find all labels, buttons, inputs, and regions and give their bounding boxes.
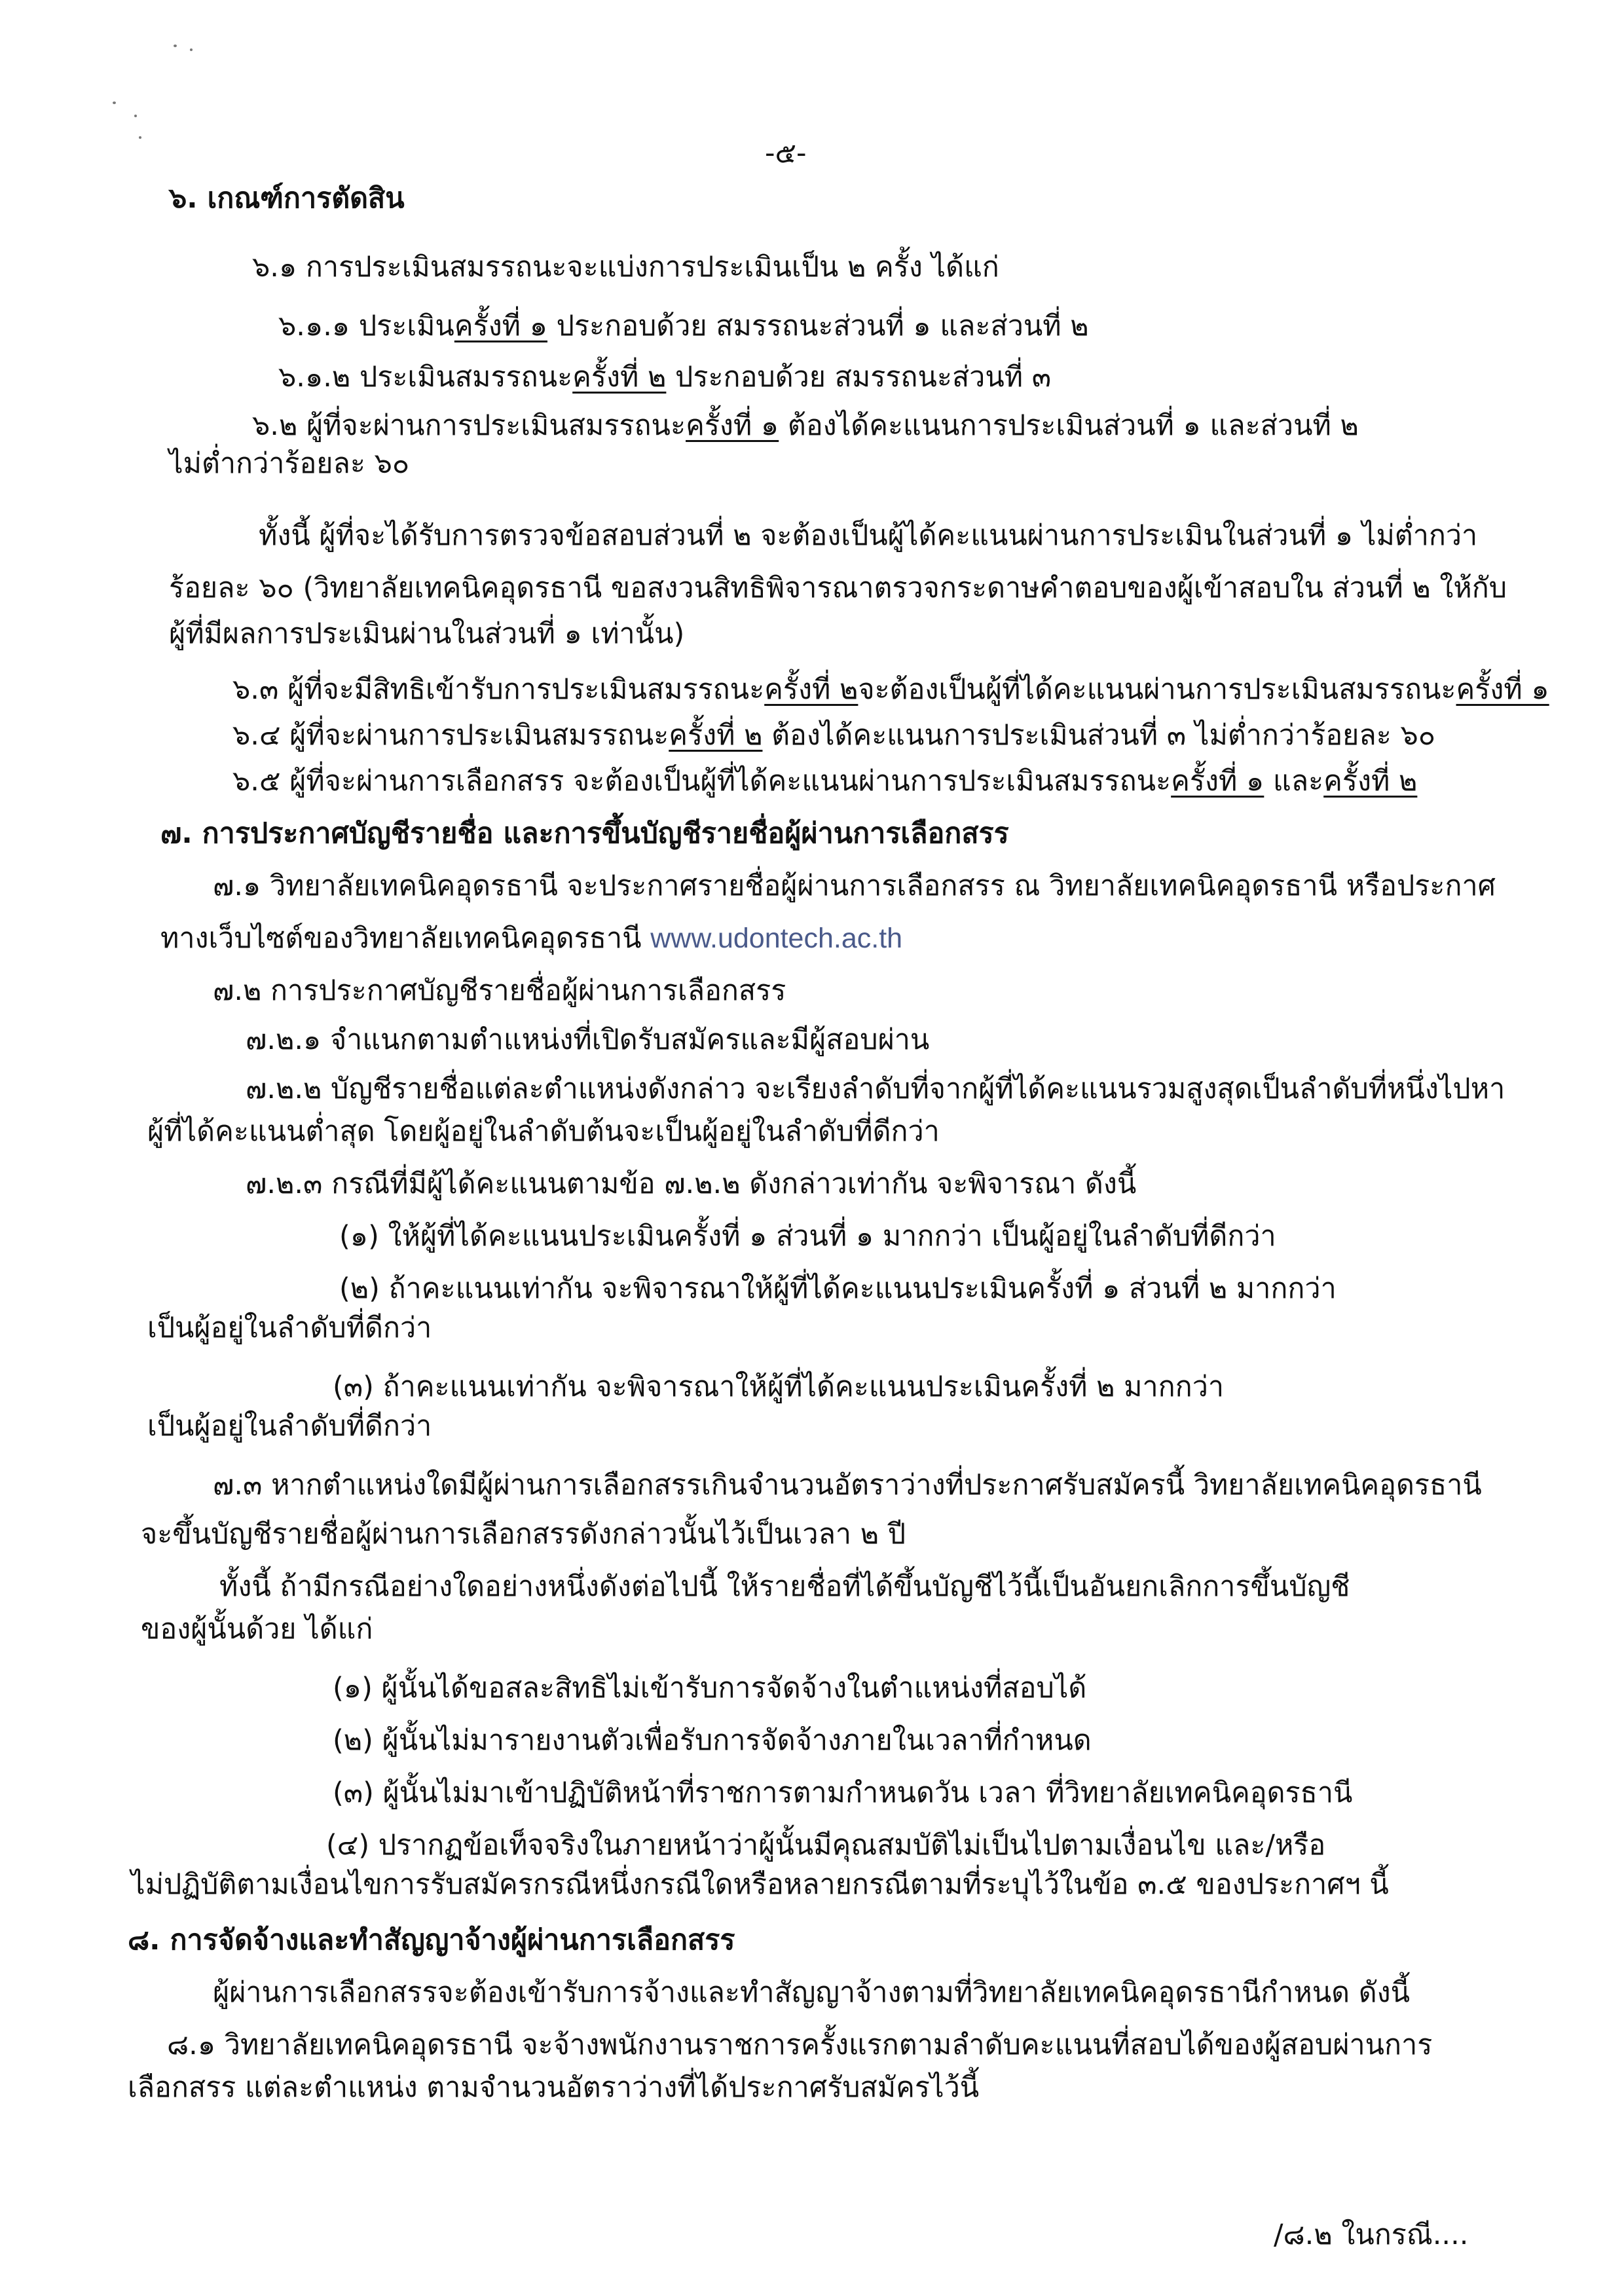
s7-line-18: (๒) ผู้นั้นไม่มารายงานตัวเพื่อรับการจัดจ้างภายในเวลาที่กำหนด bbox=[333, 1724, 1092, 1757]
s7-line-8: (๑) ให้ผู้ที่ได้คะแนนประเมินครั้งที่ ๑ ส่วนที่ ๑ มากกว่า เป็นผู้อยู่ในลำดับที่ดีกว่า bbox=[339, 1220, 1276, 1253]
s6-line-2: ๖.๑.๑ ประเมินครั้งที่ ๑ ประกอบด้วย สมรรถนะส่วนที่ ๑ และส่วนที่ ๒ bbox=[278, 310, 1089, 342]
s7-line-5: ๗.๒.๒ บัญชีรายชื่อแต่ละตำแหน่งดังกล่าว จะเรียงลำดับที่จากผู้ที่ได้คะแนนรวมสูงสุดเป็นลำดับที่หนึ่งไปหา bbox=[246, 1073, 1505, 1105]
s8-line-1: ผู้ผ่านการเลือกสรรจะต้องเข้ารับการจ้างและทำสัญญาจ้างตามที่วิทยาลัยเทคนิคอุดรธานีกำหนด ดังนี้ bbox=[213, 1976, 1411, 2009]
continuation-note: /๘.๒ ในกรณี.... bbox=[1274, 2219, 1469, 2251]
s6-paragraph-line-3: ผู้ที่มีผลการประเมินผ่านในส่วนที่ ๑ เท่านั้น) bbox=[169, 617, 685, 650]
s7-line-13: ๗.๓ หากตำแหน่งใดมีผู้ผ่านการเลือกสรรเกินจำนวนอัตราว่างที่ประกาศรับสมัครนี้ วิทยาลัยเทคนิคอุดรธานี bbox=[213, 1469, 1482, 1501]
s7-line-2: ทางเว็บไซต์ของวิทยาลัยเทคนิคอุดรธานี www.udontech.ac.th bbox=[160, 922, 903, 955]
scan-speck bbox=[139, 136, 141, 139]
s7-line-14: จะขึ้นบัญชีรายชื่อผู้ผ่านการเลือกสรรดังกล่าวนั้นไว้เป็นเวลา ๒ ปี bbox=[141, 1518, 906, 1551]
s7-line-6: ผู้ที่ได้คะแนนต่ำสุด โดยผู้อยู่ในลำดับต้นจะเป็นผู้อยู่ในลำดับที่ดีกว่า bbox=[147, 1115, 940, 1148]
scan-speck bbox=[174, 45, 177, 47]
scan-speck bbox=[113, 101, 116, 104]
s6-line-1: ๖.๑ การประเมินสมรรถนะจะแบ่งการประเมินเป็น ๒ ครั้ง ได้แก่ bbox=[252, 251, 999, 284]
section-7-heading: ๗. การประกาศบัญชีรายชื่อ และการขึ้นบัญชีรายชื่อผู้ผ่านการเลือกสรร bbox=[160, 817, 1009, 850]
s8-line-3: เลือกสรร แต่ละตำแหน่ง ตามจำนวนอัตราว่างที่ได้ประกาศรับสมัครไว้นี้ bbox=[128, 2071, 980, 2104]
s6-paragraph-line-1: ทั้งนี้ ผู้ที่จะได้รับการตรวจข้อสอบส่วนที่ ๒ จะต้องเป็นผู้ได้คะแนนผ่านการประเมินในส่วนที่ ๑ ไม่ต่ำกว่า bbox=[259, 519, 1478, 552]
s7-line-3: ๗.๒ การประกาศบัญชีรายชื่อผู้ผ่านการเลือกสรร bbox=[213, 974, 786, 1007]
s7-line-21: ไม่ปฏิบัติตามเงื่อนไขการรับสมัครกรณีหนึ่งกรณีใดหรือหลายกรณีตามที่ระบุไว้ในข้อ ๓.๕ ของประกาศฯ นี้ bbox=[131, 1868, 1389, 1901]
s7-line-16: ของผู้นั้นด้วย ได้แก่ bbox=[141, 1613, 373, 1646]
s6-paragraph-line-2: ร้อยละ ๖๐ (วิทยาลัยเทคนิคอุดรธานี ขอสงวนสิทธิพิจารณาตรวจกระดาษคำตอบของผู้เข้าสอบใน ส่วนที่ ๒ ให้กับ bbox=[169, 572, 1507, 604]
s7-line-9: (๒) ถ้าคะแนนเท่ากัน จะพิจารณาให้ผู้ที่ได้คะแนนประเมินครั้งที่ ๑ ส่วนที่ ๒ มากกว่า bbox=[339, 1272, 1337, 1305]
s7-line-20: (๔) ปรากฏข้อเท็จจริงในภายหน้าว่าผู้นั้นมีคุณสมบัติไม่เป็นไปตามเงื่อนไข และ/หรือ bbox=[326, 1829, 1326, 1862]
s6-line-7: ๖.๔ ผู้ที่จะผ่านการประเมินสมรรถนะครั้งที่ ๒ ต้องได้คะแนนการประเมินส่วนที่ ๓ ไม่ต่ำกว่าร้อยละ ๖๐ bbox=[232, 719, 1435, 752]
website-link[interactable]: www.udontech.ac.th bbox=[650, 923, 903, 954]
page-number: -๕- bbox=[765, 137, 807, 170]
s7-line-12: เป็นผู้อยู่ในลำดับที่ดีกว่า bbox=[147, 1410, 432, 1443]
s7-line-1: ๗.๑ วิทยาลัยเทคนิคอุดรธานี จะประกาศรายชื่อผู้ผ่านการเลือกสรร ณ วิทยาลัยเทคนิคอุดรธานี หรือประกาศ bbox=[213, 870, 1496, 902]
s6-line-8: ๖.๕ ผู้ที่จะผ่านการเลือกสรร จะต้องเป็นผู้ที่ได้คะแนนผ่านการประเมินสมรรถนะครั้งที่ ๑ และครั้งที่ ๒ bbox=[232, 765, 1418, 798]
s7-line-11: (๓) ถ้าคะแนนเท่ากัน จะพิจารณาให้ผู้ที่ได้คะแนนประเมินครั้งที่ ๒ มากกว่า bbox=[333, 1371, 1225, 1403]
s7-line-19: (๓) ผู้นั้นไม่มาเข้าปฏิบัติหน้าที่ราชการตามกำหนดวัน เวลา ที่วิทยาลัยเทคนิคอุดรธานี bbox=[333, 1777, 1353, 1809]
s8-line-2: ๘.๑ วิทยาลัยเทคนิคอุดรธานี จะจ้างพนักงานราชการครั้งแรกตามลำดับคะแนนที่สอบได้ของผู้สอบผ่านการ bbox=[167, 2029, 1433, 2061]
scan-speck bbox=[134, 115, 137, 117]
s6-line-5: ไม่ต่ำกว่าร้อยละ ๖๐ bbox=[169, 447, 410, 480]
s7-line-4: ๗.๒.๑ จำแนกตามตำแหน่งที่เปิดรับสมัครและมีผู้สอบผ่าน bbox=[246, 1023, 930, 1056]
section-8-heading: ๘. การจัดจ้างและทำสัญญาจ้างผู้ผ่านการเลือกสรร bbox=[128, 1924, 735, 1957]
scan-speck bbox=[190, 48, 193, 51]
s7-line-17: (๑) ผู้นั้นได้ขอสละสิทธิไม่เข้ารับการจัดจ้างในตำแหน่งที่สอบได้ bbox=[333, 1672, 1087, 1704]
section-6-heading: ๖. เกณฑ์การตัดสิน bbox=[169, 182, 405, 215]
s7-line-15: ทั้งนี้ ถ้ามีกรณีอย่างใดอย่างหนึ่งดังต่อไปนี้ ให้รายชื่อที่ได้ขึ้นบัญชีไว้นี้เป็นอันยกเลิกการขึ้นบัญชี bbox=[219, 1570, 1350, 1603]
s7-line-7: ๗.๒.๓ กรณีที่มีผู้ได้คะแนนตามข้อ ๗.๒.๒ ดังกล่าวเท่ากัน จะพิจารณา ดังนี้ bbox=[246, 1168, 1137, 1200]
s7-line-10: เป็นผู้อยู่ในลำดับที่ดีกว่า bbox=[147, 1312, 432, 1344]
s6-line-4: ๖.๒ ผู้ที่จะผ่านการประเมินสมรรถนะครั้งที่ ๑ ต้องได้คะแนนการประเมินส่วนที่ ๑ และส่วนที่ ๒ bbox=[252, 409, 1359, 442]
s6-line-6: ๖.๓ ผู้ที่จะมีสิทธิเข้ารับการประเมินสมรรถนะครั้งที่ ๒จะต้องเป็นผู้ที่ได้คะแนนผ่านการประเมินสมรรถนะครั้งที่ ๑ bbox=[232, 673, 1549, 706]
s6-line-3: ๖.๑.๒ ประเมินสมรรถนะครั้งที่ ๒ ประกอบด้วย สมรรถนะส่วนที่ ๓ bbox=[278, 361, 1052, 394]
